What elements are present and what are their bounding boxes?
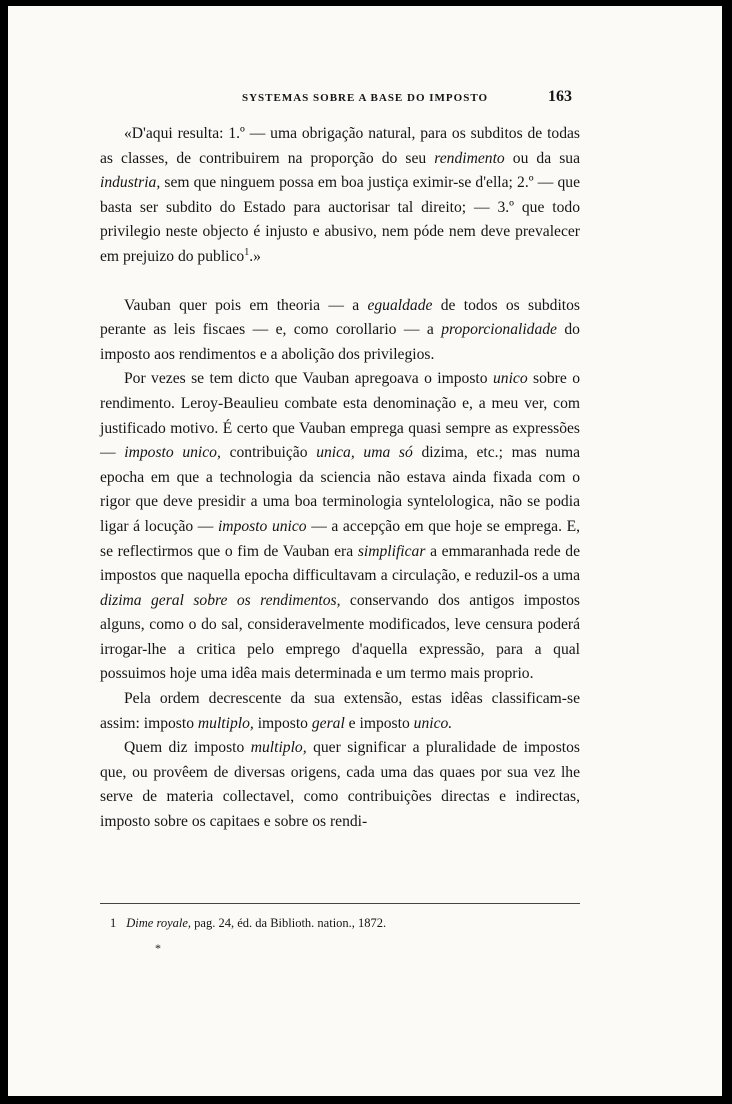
italic-text: industria,: [100, 174, 161, 192]
text-run: sem que ninguem possa em boa justiça eximir-se d'ella; 2.º — que basta ser subdito do Estado para auctorisar tal direito; — 3.º que todo privilegio neste objecto é injusto e abusivo, nem póde nem deve prevalecer em prejuizo do publico: [100, 174, 580, 265]
italic-text: Dime royale,: [126, 916, 192, 930]
page-header: [8, 88, 722, 110]
italic-text: dizima geral sobre os rendimentos,: [100, 591, 341, 609]
italic-text: multiplo,: [250, 739, 307, 757]
italic-text: geral: [311, 714, 345, 732]
italic-text: unico.: [413, 714, 453, 732]
text-run: conservando dos antigos impostos alguns, como o do sal, consideravelmente modificados, leve censura poderá irrogar-lhe a critica pelo emprego d'aquella expressão, para a qual possuimos hoje uma idêa mais determinada e um termo mais proprio.: [100, 591, 580, 683]
printer-mark: *: [155, 941, 161, 955]
text-run: imposto: [253, 714, 312, 732]
text-run: Por vezes se tem dicto que Vauban apregoava o imposto: [124, 370, 493, 388]
text-run: e imposto: [344, 714, 414, 732]
italic-text: unico: [492, 370, 528, 388]
text-run: — a accepção em que hoje se emprega. E, se reflectirmos que o fim de Vauban era: [100, 517, 580, 560]
text-run: Pela ordem decrescente da sua extensão, estas idêas classificam-se assim: imposto: [100, 690, 580, 732]
text-run: sobre o rendimento. Leroy-Beaulieu combate esta denominação e, a meu ver, com justificado motivo. É certo que Vauban emprega quasi sempre as expressões —: [100, 370, 580, 462]
paragraph: [100, 736, 580, 834]
running-title: SYSTEMAS SOBRE A BASE DO IMPOSTO: [241, 92, 489, 104]
text-run: do imposto aos rendimentos e a abolição dos privilegios.: [100, 321, 580, 363]
text-run: pag. 24, éd. da Biblioth. nation., 1872.: [191, 916, 387, 930]
page-number: 163: [548, 88, 572, 105]
paragraph: [100, 122, 580, 270]
footnote-reference: 1: [244, 246, 250, 258]
text-run: quer significar a pluralidade de impostos que, ou provêem de diversas origens, cada uma das quaes por sua vez lhe serve de materia collectavel, como contribuições directas e indirectas, imposto sobre os capitaes e sobre os rendi-: [100, 739, 581, 831]
book-page: [8, 6, 722, 1096]
italic-text: unica, uma só: [316, 444, 413, 462]
italic-text: imposto unico,: [124, 444, 221, 462]
text-run: de todos os subditos perante as leis fiscaes — e, como corollario — a: [100, 296, 580, 339]
italic-text: simplificar: [357, 542, 426, 560]
paragraph: [100, 687, 580, 736]
text-run: .»: [249, 247, 261, 265]
body-text: [100, 122, 580, 835]
italic-text: imposto unico: [217, 517, 307, 535]
text-run: ou da sua: [504, 149, 581, 167]
italic-text: multiplo,: [197, 714, 254, 732]
italic-text: proporcionalidade: [441, 321, 557, 339]
text-run: contribuição: [220, 444, 317, 462]
paragraph: [100, 294, 580, 368]
text-run: Quem diz imposto: [124, 739, 251, 757]
text-run: dizima, etc.; mas numa epocha em que a technologia da sciencia não estava ainda fixada com o rigor que deve presidir a uma boa terminologia syntelologica, não se podia ligar á locução —: [100, 444, 581, 535]
footnote-number: 1: [110, 916, 117, 930]
footnote-rule: [100, 903, 580, 904]
italic-text: rendimento: [434, 149, 505, 167]
paragraph: [100, 367, 580, 687]
footnote: [110, 914, 580, 932]
text-run: Vauban quer pois em theoria — a: [124, 296, 368, 314]
italic-text: egualdade: [367, 296, 433, 314]
text-run: a emmaranhada rede de impostos que naquella epocha difficultavam a circulação, e reduzil-os a uma: [100, 542, 580, 585]
text-run: «D'aqui resulta: 1.º — uma obrigação natural, para os subditos de todas as classes, de contribuirem na proporção do seu: [100, 125, 580, 167]
